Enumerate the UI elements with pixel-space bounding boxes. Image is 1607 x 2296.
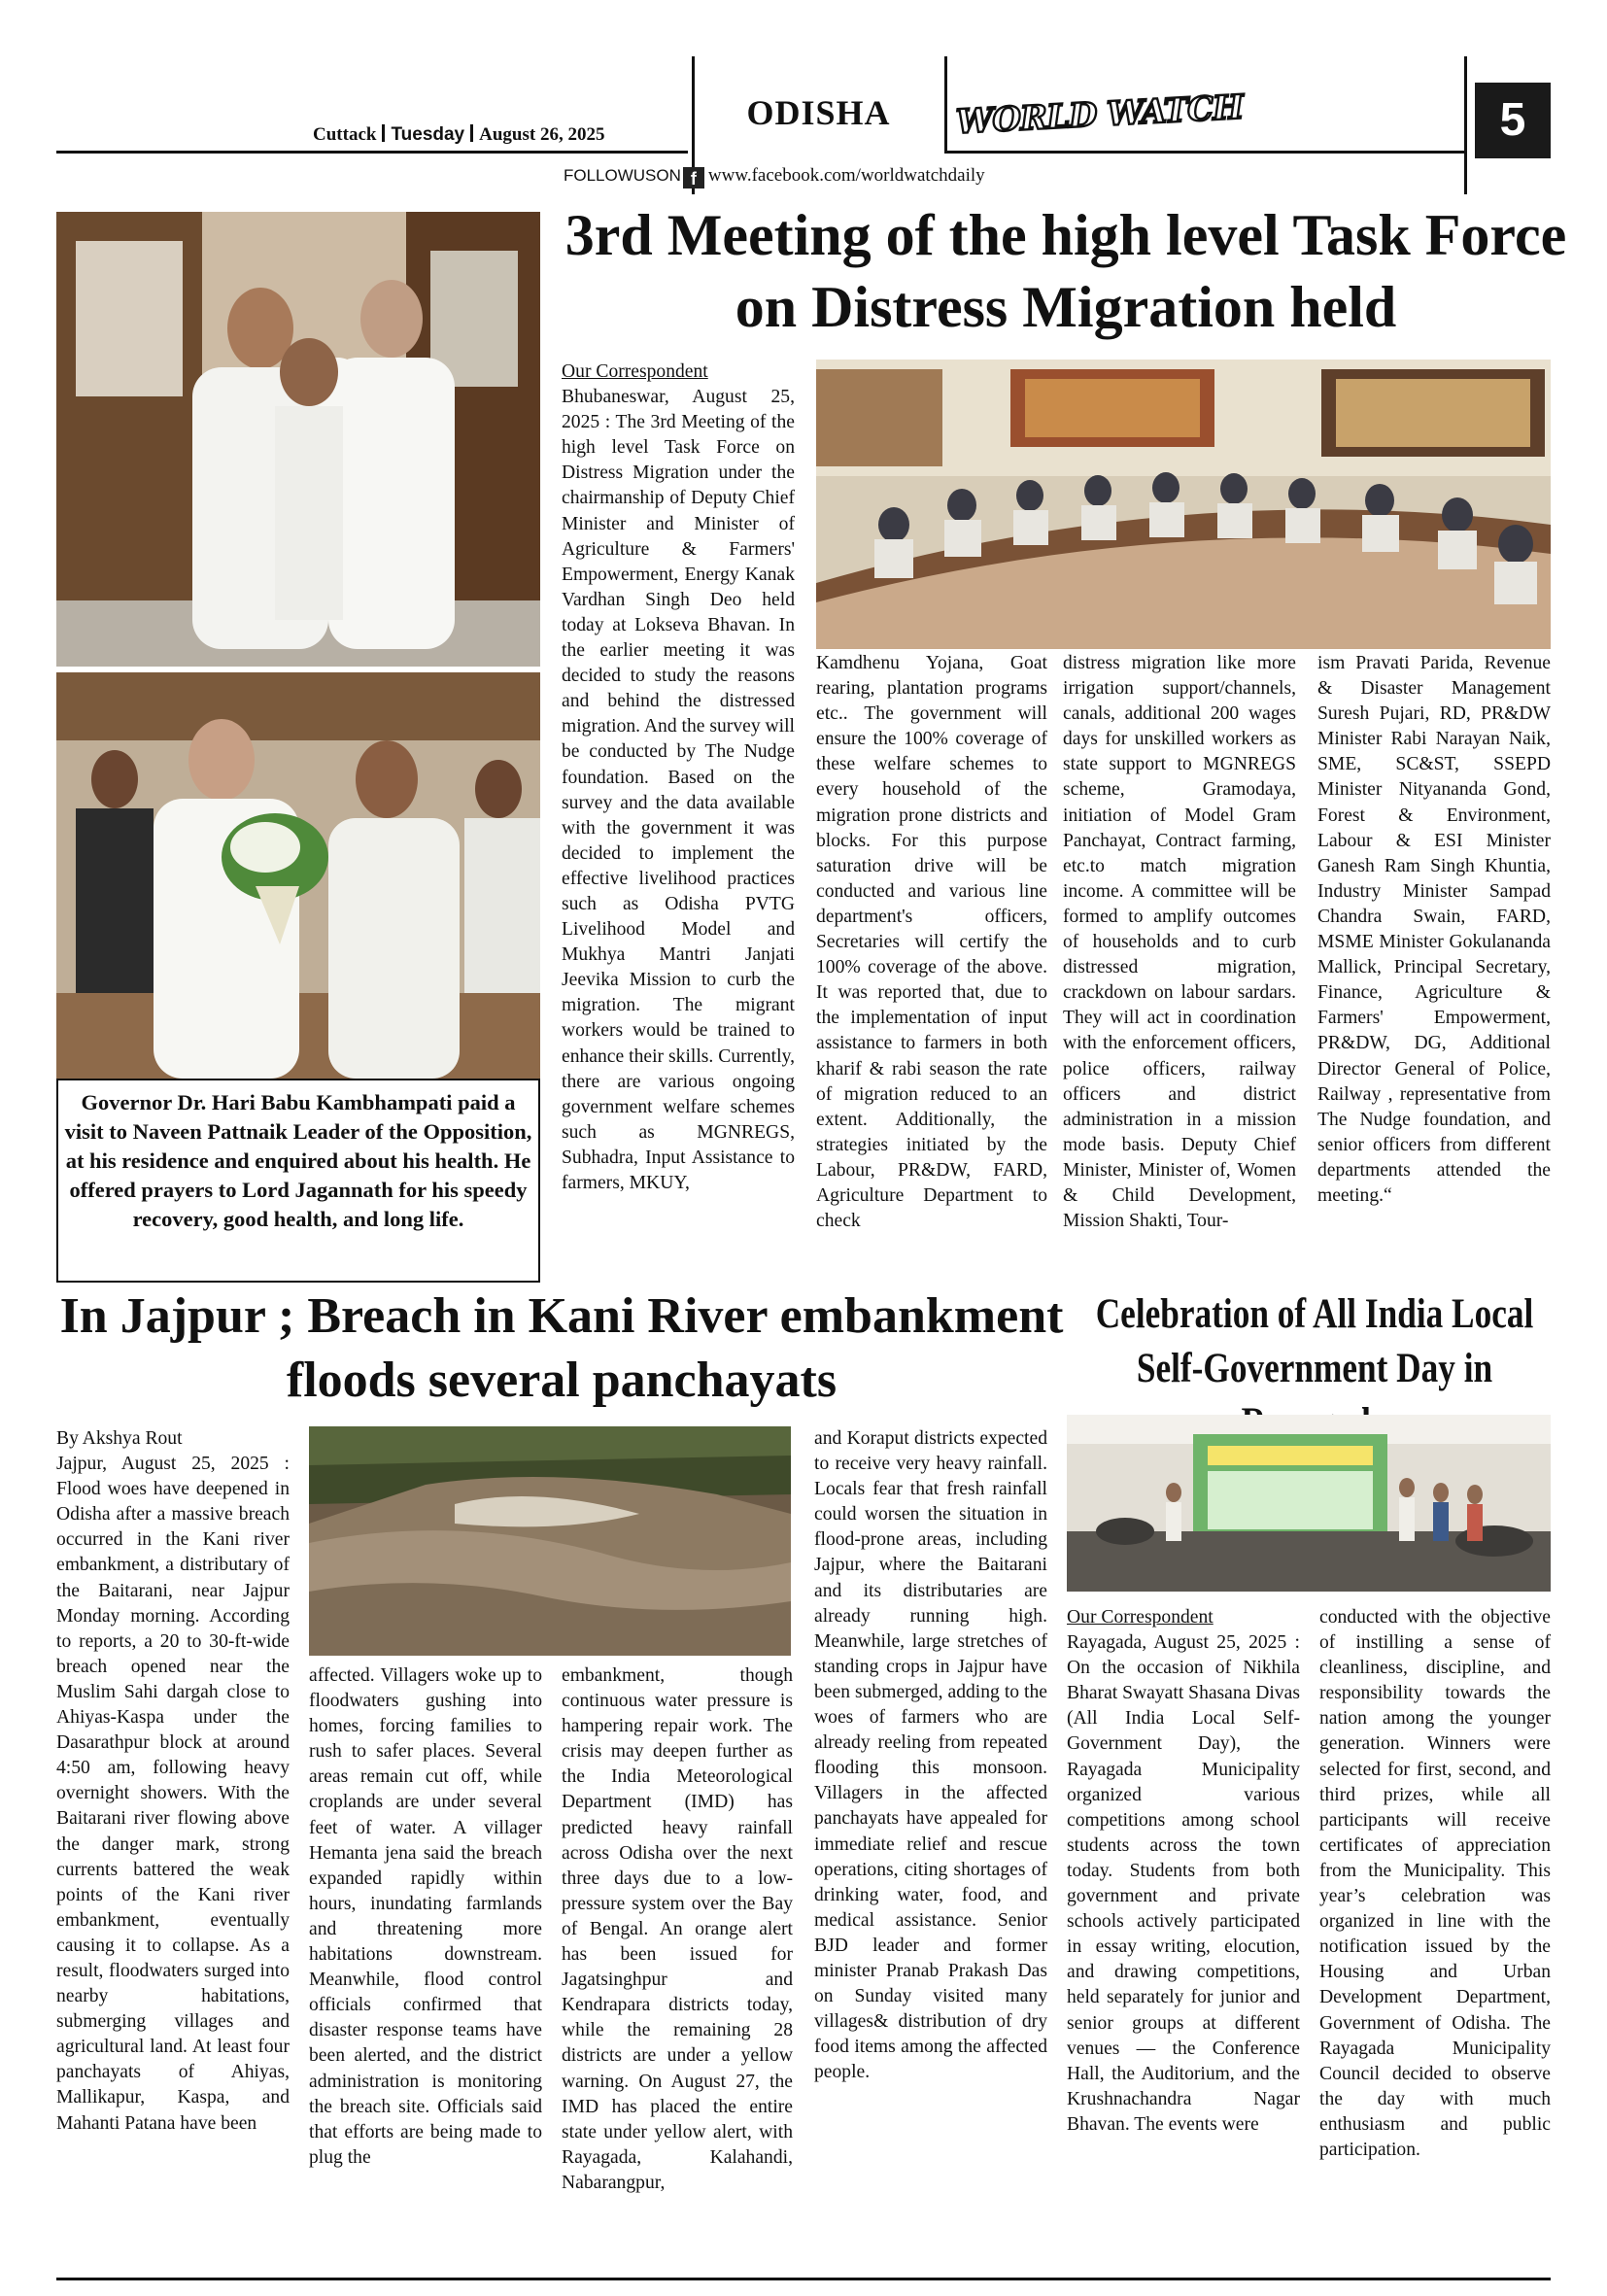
story1-column-3: distress migration like more irrigation support/channels, canals, additional 200 wages days for unskilled workers as state support to MGNREGS scheme, Gramodaya, initiation of Model Gram Panchayat, Contract farming, etc.to match migration income. A committee will be formed to amplify outcomes of households and to curb distressed migration, crackdown on labour sardars. They will act in coordination with the enforcement officers, police officers, railway officers and district administration in a mission mode basis. Deputy Chief Minister, Minister of, Women & Child Development, Mission Shakti, Tour- bbox=[1063, 653, 1296, 1232]
photo-river-breach bbox=[309, 1426, 791, 1656]
story1-column-2: Kamdhenu Yojana, Goat rearing, plantation programs etc.. The government will ensure the 100% coverage of these welfare schemes to every household of the migration prone districts and blocks. For this purpose saturation drive will be conducted and various line department's officers, Secretaries will certify the 100% coverage of the above. It was reported that, due to the implementation of input assistance to farmers in both kharif & rabi season the rate of migration reduced to an extent. Additionally, the strategies initiated by the Labour, PR&DW, FARD, Agriculture Department to check bbox=[816, 653, 1047, 1232]
article-text: Jajpur, August 25, 2025 : Flood woes have deepened in Odisha after a massive breach occurred in the Kani river embankment, a distributary of the Baitarani, near Jajpur Monday morning. According to reports, a 20 to 30-ft-wide breach opened near the Muslim Sahi dargah close to Ahiyas-Kaspa under the Dasarathpur block at around 4:50 am, following heavy overnight showers. With the Baitarani river flowing above the danger mark, strong currents battered the weak points of the Kani river embankment, eventually causing it to collapse. As a result, floodwaters surged into nearby habitations, submerging villages and agricultural land. At least four panchayats of Ahiyas, Mallikapur, Kaspa, and Mahanti Patana have been bbox=[56, 1454, 290, 2134]
section-name: ODISHA bbox=[746, 93, 891, 132]
story1-column-1 bbox=[562, 360, 795, 1290]
world-watch-logo bbox=[952, 86, 1245, 146]
facebook-icon: f bbox=[683, 167, 704, 188]
article-text: Rayagada, August 25, 2025 : On the occasion of Nikhila Bharat Swayatt Shasana Divas (All India Local Self-Government Day), the Rayagada Municipality organized various competitions among school students across the town today. Students from both government and private schools actively participated in essay writing, elocution, and drawing competitions, held separately for junior and senior groups at different venues — the Conference Hall, the Auditorium, and the Krushnachandra Nagar Bhavan. The events were bbox=[1067, 1632, 1300, 2135]
header-rule-left bbox=[56, 151, 688, 154]
svg-text:WORLD WATCH: WORLD WATCH bbox=[955, 87, 1245, 142]
byline: Our Correspondent bbox=[562, 361, 708, 382]
story3-column-2: conducted with the objective of instilling a sense of cleanliness, discipline, and responsibility towards the nation among the younger generation. Winners were selected for first, second, and third prizes, while all participants will receive certificates of appreciation from the Municipality. This year’s celebration was organized in line with the notification issued by the Housing and Urban Development Department, Government of Odisha. The Rayagada Municipality Council decided to observe the day with much enthusiasm and public participation. bbox=[1319, 1607, 1551, 2160]
story2-column-2: affected. Villagers woke up to floodwaters gushing into homes, forcing families to rush to safer places. Several areas remain cut off, while croplands are under several feet of water. A villager Hemanta jena said the breach expanded rapidly within hours, inundating farmlands and threatening more habitations downstream. Meanwhile, flood control officials confirmed that disaster response teams have been alerted, and the district administration is monitoring the breach site. Officials said that efforts are being made to plug the bbox=[309, 1665, 542, 2168]
byline: Our Correspondent bbox=[1067, 1607, 1214, 1628]
jajpur-headline: In Jajpur ; Breach in Kani River embankment floods several panchayats bbox=[59, 1288, 1064, 1408]
day: Tuesday bbox=[391, 124, 465, 145]
story2-column-1 bbox=[56, 1426, 290, 2272]
separator bbox=[470, 124, 473, 142]
city: Cuttack bbox=[313, 124, 377, 145]
byline: By Akshya Rout bbox=[56, 1428, 183, 1449]
story3-column-1 bbox=[1067, 1605, 1300, 2272]
lead-headline: 3rd Meeting of the high level Task Force on Distress Migration held bbox=[564, 203, 1567, 339]
photo-task-force-meeting bbox=[816, 360, 1551, 649]
page-number: 5 bbox=[1475, 83, 1551, 158]
story2-column-4: and Koraput districts expected to receive very heavy rainfall. Locals fear that fresh rainfall could worsen the situation in flood-prone areas, including Jajpur, where the Baitarani and its distributaries are already running high. Meanwhile, large stretches of standing crops in Jajpur have been submerged, adding to the woes of farmers who are already reeling from repeated flooding this monsoon. Villagers in the affected panchayats have appealed for immediate relief and rescue operations, citing shortages of drinking water, food, and medical assistance. Senior BJD leader and former minister Pranab Prakash Das on Sunday visited many villages& distribution of dry food items among the affected people. bbox=[814, 1428, 1047, 2083]
header-divider bbox=[1464, 56, 1467, 194]
header-rule-right bbox=[947, 151, 1464, 154]
story2-column-3: embankment, though continuous water pressure is hampering repair work. The crisis may deepen further as the India Meteorological Department (IMD) has predicted heavy rainfall across Odisha over the next three days due to a low-pressure system over the Bay of Bengal. An orange alert has been issued for Jagatsinghpur and Kendrapara districts today, while the remaining 28 districts are under a yellow warning. On August 27, the IMD has placed the entire state under yellow alert, with Rayagada, Kalahandi, Nabarangpur, bbox=[562, 1665, 793, 2193]
follow-us bbox=[564, 165, 985, 188]
photo-rayagada-event bbox=[1067, 1415, 1551, 1592]
story1-column-4: ism Pravati Parida, Revenue & Disaster Management Suresh Pujari, RD, PR&DW Minister Rabi Narayan Naik, SME, SC&ST, SSEPD Minister Nityananda Gond, Forest & Environment, Labour & ESI Minister Ganesh Ram Singh Khuntia, Industry Minister Sampad Chandra Swain, FARD, MSME Minister Gokulananda Mallick, Principal Secretary, Finance, Agriculture & Farmers' Empowerment, PR&DW, DG, Additional Director General of Police, Railway , representative from The Nudge foundation, and senior officers from different departments attended the meeting.“ bbox=[1317, 653, 1551, 1206]
rayagada-headline-text: Celebration of All India Local Self-Government Day in bbox=[1095, 1291, 1534, 1391]
header-divider bbox=[944, 56, 947, 154]
dateline bbox=[313, 124, 692, 146]
footer-rule bbox=[56, 2278, 1551, 2280]
date: August 26, 2025 bbox=[479, 124, 605, 145]
photo-governor-greeting bbox=[56, 212, 540, 667]
separator bbox=[382, 124, 385, 142]
photo-caption: Governor Dr. Hari Babu Kambhampati paid a visit to Naveen Pattnaik Leader of the Opposition, at his residence and enquired about his health. He offered prayers to Lord Jagannath for his speedy recovery, good health, and long life. bbox=[56, 1079, 540, 1283]
follow-label: FOLLOWUSON bbox=[564, 166, 681, 185]
article-text: Bhubaneswar, August 25, 2025 : The 3rd Meeting of the high level Task Force on Distress Migration under the chairmanship of Deputy Chief Minister and Minister of Agriculture & Farmers' Empowerment, Energy Kanak Vardhan Singh Deo held today at Lokseva Bhavan. In the earlier meeting it was decided to study the reasons and behind the distressed migration. And the survey will be conducted by The Nudge foundation. Based on the survey and the data available with the government it was decided to implement the effective livelihood practices such as Odisha PVTG Livelihood Model and Mukhya Mantri Janjati Jeevika Mission to curb the migration. The migrant workers would be trained to enhance their skills. Currently, there are various ongoing government welfare schemes such as MGNREGS, Subhadra, Input Assistance to farmers, MKUY, bbox=[562, 387, 795, 1193]
photo-bouquet-visit bbox=[56, 672, 540, 1079]
facebook-url[interactable]: www.facebook.com/worldwatchdaily bbox=[707, 165, 985, 186]
